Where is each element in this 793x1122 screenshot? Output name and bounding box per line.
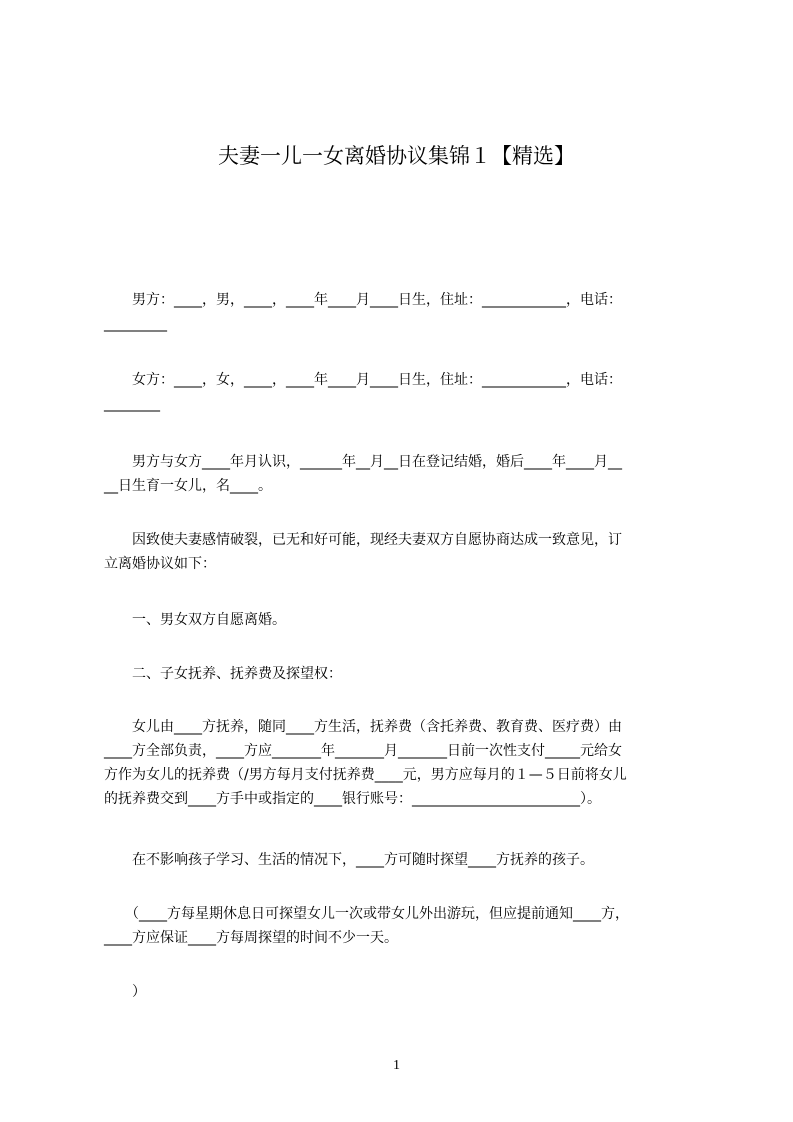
clause-one	[104, 608, 696, 632]
text-line: 男方与女方____年月认识，______年__月__日在登记结婚，婚后____年____月__	[104, 454, 622, 470]
page-number: 1	[393, 1058, 400, 1073]
paragraph-marriage-info	[104, 450, 696, 498]
text-line: ________	[104, 396, 160, 412]
paragraph-weekend-visit	[104, 902, 696, 950]
text-line: （____方每星期休息日可探望女儿一次或带女儿外出游玩，但应提前通知____方，	[104, 906, 629, 922]
text-line: 女儿由____方抚养，随同____方生活，抚养费（含托养费、教育费、医疗费）由	[104, 719, 622, 735]
text-line: ）	[104, 984, 146, 1000]
paragraph-female-party	[104, 368, 696, 416]
text-line: 在不影响孩子学习、生活的情况下，____方可随时探望____方抚养的孩子。	[104, 852, 594, 868]
text-line: __日生育一女儿，名____。	[104, 478, 272, 494]
text-line: 方作为女儿的抚养费（/男方每月支付抚养费____元，男方应每月的１—５日前将女儿	[104, 767, 627, 783]
text-line: 男方：____，男，____，____年____月____日生，住址：____________，电话：	[104, 292, 622, 308]
paragraph-custody	[104, 715, 696, 811]
text-line: 的抚养费交到____方手中或指定的____银行账号：________________________）。	[104, 791, 601, 807]
text-line: _________	[104, 316, 167, 332]
paragraph-visitation	[104, 848, 696, 872]
text-line: ____方全部负责，____方应_______年_______月_______日前一次性支付_____元给女	[104, 743, 622, 759]
text-line: 一、男女双方自愿离婚。	[104, 612, 286, 628]
text-line: ____方应保证____方每周探望的时间不少一天。	[104, 930, 398, 946]
text-line: 因致使夫妻感情破裂，已无和好可能，现经夫妻双方自愿协商达成一致意见，订	[104, 532, 622, 548]
clause-two-heading	[104, 662, 696, 686]
text-line: 女方：____，女，____，____年____月____日生，住址：____________，电话：	[104, 372, 622, 388]
paragraph-male-party	[104, 288, 696, 336]
paragraph-reason	[104, 528, 696, 576]
paragraph-closing-paren	[104, 980, 696, 1004]
text-line: 二、子女抚养、抚养费及探望权：	[104, 666, 342, 682]
text-line: 立离婚协议如下：	[104, 556, 216, 572]
document-title: 夫妻一儿一女离婚协议集锦１【精选】	[218, 144, 575, 168]
